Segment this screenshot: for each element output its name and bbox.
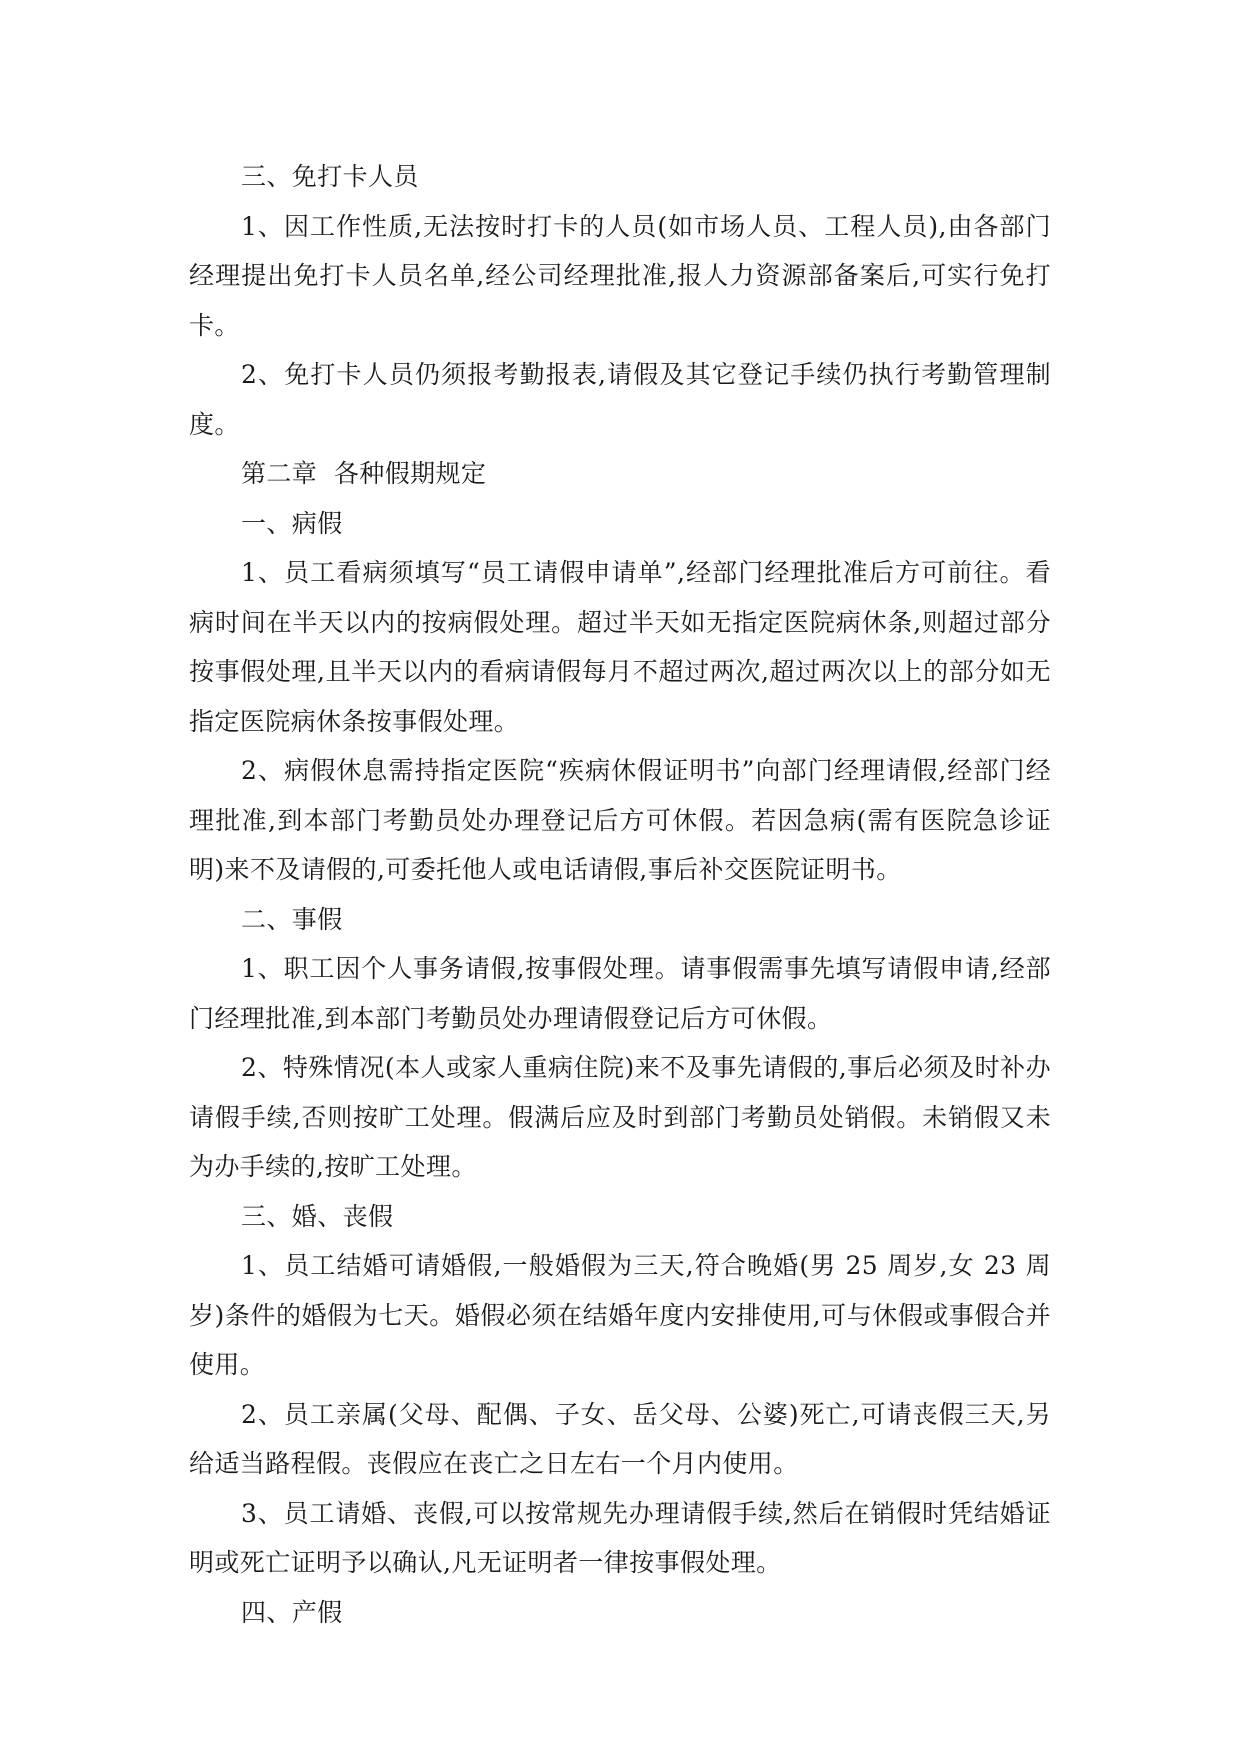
paragraph: 1、因工作性质,无法按时打卡的人员(如市场人员、工程人员),由各部门经理提出免打卡人员名单,经公司经理批准,报人力资源部备案后,可实行免打卡。	[189, 211, 1051, 340]
paragraph: 3、员工请婚、丧假,可以按常规先办理请假手续,然后在销假时凭结婚证明或死亡证明予以确认,凡无证明者一律按事假处理。	[189, 1498, 1051, 1577]
paragraph: 1、员工结婚可请婚假,一般婚假为三天,符合晚婚(男 25 周岁,女 23 周岁)条件的婚假为七天。婚假必须在结婚年度内安排使用,可与休假或事假合并使用。	[189, 1251, 1051, 1379]
paragraph: 2、特殊情况(本人或家人重病住院)来不及事先请假的,事后必须及时补办请假手续,否则按旷工处理。假满后应及时到部门考勤员处销假。未销假又未为办手续的,按旷工处理。	[189, 1053, 1051, 1181]
section-heading-sick-leave: 一、病假	[241, 508, 343, 538]
section-heading-maternity-leave: 四、产假	[241, 1597, 343, 1627]
paragraph: 2、病假休息需持指定医院“疾病休假证明书”向部门经理请假,经部门经理批准,到本部门考勤员处办理登记后方可休假。若因急病(需有医院急诊证明)来不及请假的,可委托他人或电话请假,事后补交医院证明书。	[189, 756, 1051, 884]
section-heading-marriage-funeral-leave: 三、婚、丧假	[241, 1201, 394, 1231]
paragraph: 2、员工亲属(父母、配偶、子女、岳父母、公婆)死亡,可请丧假三天,另给适当路程假。丧假应在丧亡之日左右一个月内使用。	[189, 1399, 1051, 1478]
section-heading-exempt-personnel: 三、免打卡人员	[241, 162, 419, 191]
chapter-heading: 第二章 各种假期规定	[241, 459, 487, 488]
paragraph: 2、免打卡人员仍须报考勤报表,请假及其它登记手续仍执行考勤管理制度。	[189, 360, 1051, 439]
paragraph: 1、员工看病须填写“员工请假申请单”,经部门经理批准后方可前往。看病时间在半天以内的按病假处理。超过半天如无指定医院病休条,则超过部分按事假处理,且半天以内的看病请假每月不超过两次,超过两次以上的部分如无指定医院病休条按事假处理。	[189, 558, 1051, 736]
document-body	[189, 152, 1051, 1637]
paragraph: 1、职工因个人事务请假,按事假处理。请事假需事先填写请假申请,经部门经理批准,到本部门考勤员处办理请假登记后方可休假。	[189, 954, 1051, 1033]
section-heading-personal-leave: 二、事假	[241, 904, 343, 934]
